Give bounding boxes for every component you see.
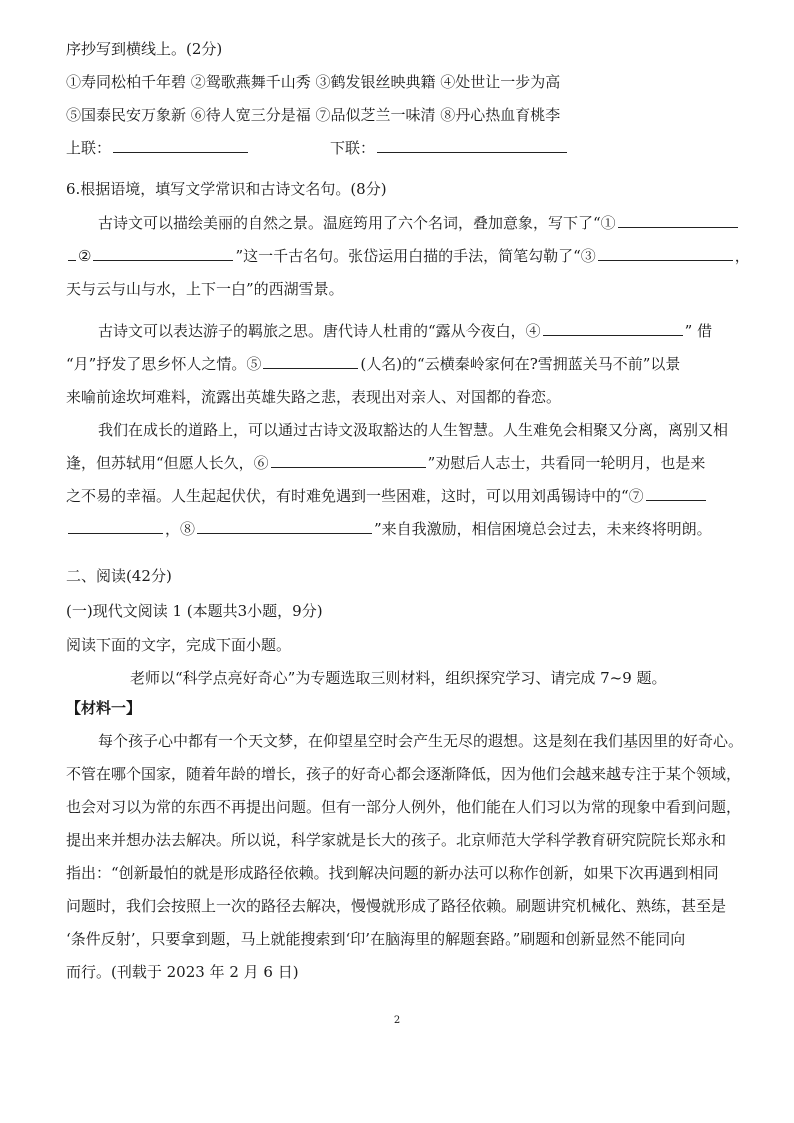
material-one-line: 也会对习以为常的东西不再提出问题。但有一部分人例外，他们能在人们习以为常的现象中看到问题， (66, 798, 742, 816)
material-one-line: ‘条件反射’，只要拿到题，马上就能搜索到‘印’在脑海里的解题套路。”刷题和创新显然不能同向 (66, 930, 686, 948)
q6-p2-line1: 古诗文可以表达游子的羁旅之思。唐代诗人杜甫的“露从今夜白，④ ” 借 (98, 322, 713, 340)
answer-blank-1-continued[interactable] (68, 246, 76, 261)
material-one-line: 提出来并想办法去解决。所以说，科学家就是长大的孩子。北京师范大学科学教育研究院院长郑永和 (66, 831, 727, 849)
answer-blank-8[interactable] (197, 519, 372, 534)
answer-blank-5[interactable] (263, 354, 358, 369)
lower-couplet-blank[interactable] (377, 138, 567, 153)
page-number: 2 (393, 1015, 401, 1026)
reading-instruction: 阅读下面的文字，完成下面小题。 (66, 636, 292, 654)
section-reading-heading: 二、阅读(42分) (66, 567, 172, 585)
q5-instruction-end: 序抄写到横线上。(2分) (66, 40, 223, 58)
upper-couplet-blank[interactable] (113, 138, 248, 153)
q6-p1-line2: ② ”这一千古名句。张岱运用白描的手法，简笔勾勒了“③ ， (66, 245, 734, 267)
answer-blank-2[interactable] (93, 246, 233, 261)
answer-blank-7[interactable] (646, 486, 706, 501)
material-one-line: 问题时，我们会按照上一次的路径去解决，慢慢就形成了路径依赖。刷题讲究机械化、熟练，甚至是 (66, 897, 727, 915)
upper-couplet-label: 上联： (66, 139, 112, 157)
q6-p3-line3: 之不易的幸福。人生起起伏伏，有时难免遇到一些困难，这时，可以用刘禹锡诗中的“⑦ (66, 485, 734, 507)
q5-options-row2: ⑤国泰民安万象新 ⑥待人宽三分是福 ⑦品似芝兰一味清 ⑧丹心热血育桃李 (66, 106, 561, 124)
lower-couplet-label: 下联： (330, 139, 376, 157)
answer-blank-4[interactable] (543, 321, 683, 336)
topic-intro: 老师以“科学点亮好奇心”为专题选取三则材料，组织探究学习、请完成 7~9 题。 (130, 669, 667, 687)
q6-p1-line3: 天与云与山与水，上下一白”的西湖雪景。 (66, 280, 344, 298)
material-one-line: 指出：“创新最怕的就是形成路径依赖。找到解决问题的新办法可以称作创新，如果下次再遇到相同 (66, 864, 719, 882)
q6-p3-line4: ，⑧ ”来自我激励，相信困境总会过去，未来终将明朗。 (66, 518, 734, 540)
material-one-label: 【材料一】 (66, 699, 142, 717)
material-one-line: 不管在哪个国家，随着年龄的增长，孩子的好奇心都会逐渐降低，因为他们会越来越专注于某个领域， (66, 765, 742, 783)
q5-answer-row (66, 137, 734, 159)
q6-p1-line1: 古诗文可以描绘美丽的自然之景。温庭筠用了六个名词，叠加意象，写下了“① (98, 212, 734, 234)
material-one-line: 而行。(刊载于 2023 年 2 月 6 日) (66, 963, 299, 981)
answer-blank-7-continued[interactable] (68, 519, 163, 534)
q6-p2-line2: “月”抒发了思乡怀人之情。⑤ (人名)的“云横秦岭家何在?雪拥蓝关马不前”以景 (66, 355, 681, 373)
answer-blank-1[interactable] (618, 213, 738, 228)
answer-blank-3[interactable] (598, 246, 733, 261)
q5-options-row1: ①寿同松柏千年碧 ②鸳歌燕舞千山秀 ③鹤发银丝映典籍 ④处世让一步为高 (66, 73, 561, 91)
q6-title: 6.根据语境，填写文学常识和古诗文名句。(8分) (66, 180, 387, 198)
q6-p3-line1: 我们在成长的道路上，可以通过古诗文汲取豁达的人生智慧。人生难免会相聚又分离，离别又相 (98, 421, 729, 439)
q6-p2-line3: 来喻前途坎坷难料，流露出英雄失路之悲，表现出对亲人、对国都的眷恋。 (66, 388, 562, 406)
modern-reading-subheading: (一)现代文阅读 1 (本题共3小题，9分) (66, 602, 323, 620)
material-one-line: 每个孩子心中都有一个天文梦，在仰望星空时会产生无尽的遐想。这是刻在我们基因里的好奇心。 (98, 732, 744, 750)
answer-blank-6[interactable] (271, 453, 426, 468)
q6-p3-line2: 逢，但苏轼用“但愿人长久，⑥ ”劝慰后人志士，共看同一轮明月，也是来 (66, 454, 706, 472)
